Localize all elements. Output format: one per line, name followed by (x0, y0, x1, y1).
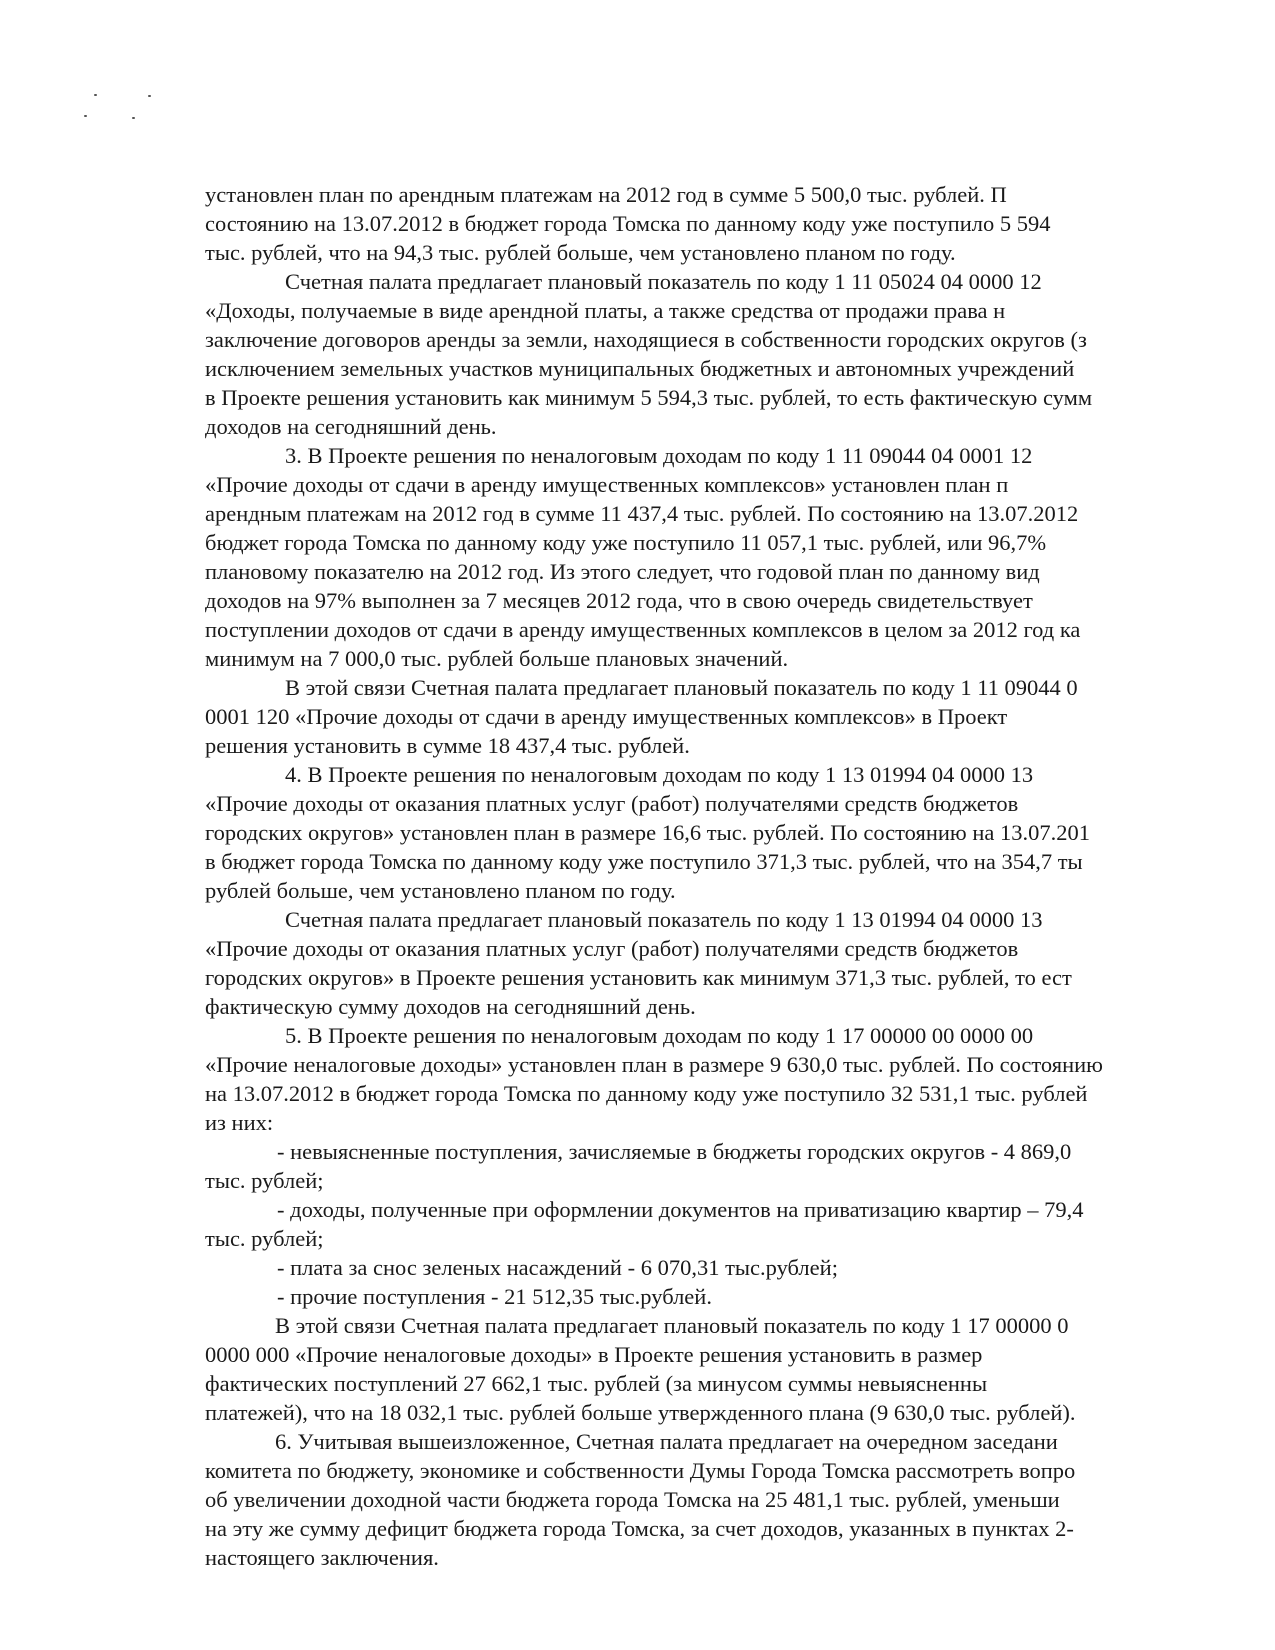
text-line: «Прочие доходы от сдачи в аренду имущественных комплексов» установлен план п (205, 472, 1009, 497)
text-line: - доходы, полученные при оформлении документов на приватизацию квартир – 79,4 (277, 1197, 1084, 1222)
scan-speck (84, 115, 87, 117)
text-line: «Прочие доходы от оказания платных услуг (работ) получателями средств бюджетов (205, 936, 1019, 961)
text-line: 4. В Проекте решения по неналоговым доходам по коду 1 13 01994 04 0000 13 (285, 762, 1034, 787)
text-line: из них: (205, 1110, 274, 1135)
text-line: плановому показателю на 2012 год. Из этого следует, что годовой план по данному вид (205, 559, 1040, 584)
text-line: на 13.07.2012 в бюджет города Томска по данному коду уже поступило 32 531,1 тыс. рублей (205, 1081, 1088, 1106)
text-line: платежей), что на 18 032,1 тыс. рублей больше утвержденного плана (9 630,0 тыс. рублей). (205, 1400, 1076, 1425)
text-line: Счетная палата предлагает плановый показатель по коду 1 13 01994 04 0000 13 (285, 907, 1043, 932)
text-line: городских округов» установлен план в размере 16,6 тыс. рублей. По состоянию на 13.07.201 (205, 820, 1091, 845)
text-line: 0000 000 «Прочие неналоговые доходы» в Проекте решения установить в размер (205, 1342, 983, 1367)
text-line: комитета по бюджету, экономике и собственности Думы Города Томска рассмотреть вопро (205, 1458, 1076, 1483)
scan-speck (148, 95, 151, 97)
text-line: 0001 120 «Прочие доходы от сдачи в аренду имущественных комплексов» в Проект (205, 704, 1008, 729)
document-body (205, 180, 1275, 1572)
text-line: «Доходы, получаемые в виде арендной платы, а также средства от продажи права н (205, 298, 1006, 323)
text-line: 6. Учитывая вышеизложенное, Счетная палата предлагает на очередном заседани (275, 1429, 1058, 1454)
text-line: фактическую сумму доходов на сегодняшний день. (205, 994, 696, 1019)
text-line: заключение договоров аренды за земли, находящиеся в собственности городских округов (з (205, 327, 1087, 352)
text-line: настоящего заключения. (205, 1545, 439, 1570)
text-line: тыс. рублей; (205, 1226, 324, 1251)
text-line: «Прочие доходы от оказания платных услуг (работ) получателями средств бюджетов (205, 791, 1019, 816)
text-line: - плата за снос зеленых насаждений - 6 070,31 тыс.рублей; (277, 1255, 838, 1280)
text-line: минимум на 7 000,0 тыс. рублей больше плановых значений. (205, 646, 789, 671)
scan-artifacts (80, 90, 160, 130)
text-line: 3. В Проекте решения по неналоговым доходам по коду 1 11 09044 04 0001 12 (285, 443, 1033, 468)
text-line: рублей больше, чем установлено планом по году. (205, 878, 676, 903)
scan-speck (94, 94, 97, 96)
text-line: «Прочие неналоговые доходы» установлен план в размере 9 630,0 тыс. рублей. По состоянию (205, 1052, 1103, 1077)
text-line: тыс. рублей, что на 94,3 тыс. рублей больше, чем установлено планом по году. (205, 240, 956, 265)
text-line: В этой связи Счетная палата предлагает плановый показатель по коду 1 11 09044 0 (285, 675, 1078, 700)
text-line: доходов на сегодняшний день. (205, 414, 497, 439)
text-line: на эту же сумму дефицит бюджета города Томска, за счет доходов, указанных в пунктах 2- (205, 1516, 1074, 1541)
text-line: Счетная палата предлагает плановый показатель по коду 1 11 05024 04 0000 12 (285, 269, 1042, 294)
text-line: поступлении доходов от сдачи в аренду имущественных комплексов в целом за 2012 год ка (205, 617, 1081, 642)
text-line: исключением земельных участков муниципальных бюджетных и автономных учреждений (205, 356, 1075, 381)
text-line: городских округов» в Проекте решения установить как минимум 371,3 тыс. рублей, то ест (205, 965, 1072, 990)
text-line: установлен план по арендным платежам на 2012 год в сумме 5 500,0 тыс. рублей. П (205, 182, 1007, 207)
text-line: бюджет города Томска по данному коду уже поступило 11 057,1 тыс. рублей, или 96,7% (205, 530, 1047, 555)
text-line: в Проекте решения установить как минимум 5 594,3 тыс. рублей, то есть фактическую сумм (205, 385, 1093, 410)
scan-speck (132, 117, 135, 119)
text-line: состоянию на 13.07.2012 в бюджет города Томска по данному коду уже поступило 5 594 (205, 211, 1051, 236)
text-line: - невыясненные поступления, зачисляемые в бюджеты городских округов - 4 869,0 (277, 1139, 1072, 1164)
text-line: в бюджет города Томска по данному коду уже поступило 371,3 тыс. рублей, что на 354,7 ты (205, 849, 1083, 874)
text-line: - прочие поступления - 21 512,35 тыс.рублей. (277, 1284, 712, 1309)
text-line: арендным платежам на 2012 год в сумме 11 437,4 тыс. рублей. По состоянию на 13.07.2012 (205, 501, 1079, 526)
text-line: доходов на 97% выполнен за 7 месяцев 2012 года, что в свою очередь свидетельствует (205, 588, 1033, 613)
text-line: В этой связи Счетная палата предлагает плановый показатель по коду 1 17 00000 0 (275, 1313, 1069, 1338)
text-line: об увеличении доходной части бюджета города Томска на 25 481,1 тыс. рублей, уменьши (205, 1487, 1060, 1512)
text-line: тыс. рублей; (205, 1168, 324, 1193)
text-line: 5. В Проекте решения по неналоговым доходам по коду 1 17 00000 00 0000 00 (285, 1023, 1034, 1048)
text-line: решения установить в сумме 18 437,4 тыс. рублей. (205, 733, 690, 758)
page-edge-crop (1213, 0, 1275, 1650)
text-line: фактических поступлений 27 662,1 тыс. рублей (за минусом суммы невыясненны (205, 1371, 988, 1396)
